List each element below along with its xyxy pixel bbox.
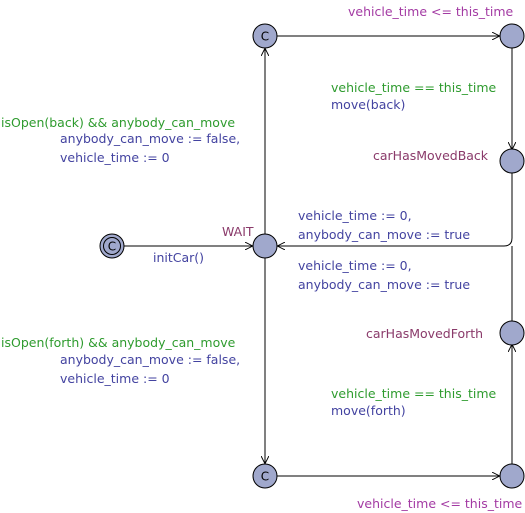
assign-return-back-1: vehicle_time := 0,: [298, 208, 412, 223]
location-top-right[interactable]: [500, 24, 524, 48]
location-car-moved-back[interactable]: [500, 149, 524, 173]
guard-open-forth: isOpen(forth) && anybody_can_move: [1, 335, 236, 350]
committed-mark: C: [107, 239, 117, 254]
location-bottom-committed[interactable]: [253, 464, 277, 488]
guard-bottom-right: vehicle_time == this_time: [331, 386, 497, 401]
sync-init-car: initCar(): [153, 250, 205, 265]
location-init[interactable]: [100, 234, 124, 258]
assign-return-back-2: anybody_can_move := true: [298, 227, 471, 242]
invariant-top: vehicle_time <= this_time: [348, 4, 514, 19]
location-name-car-moved-forth: carHasMovedForth: [366, 326, 484, 341]
guard-top-right: vehicle_time == this_time: [331, 80, 497, 95]
location-name-wait: WAIT: [222, 224, 254, 239]
assign-open-forth-1: anybody_can_move := false,: [60, 352, 241, 367]
assign-open-back-2: vehicle_time := 0: [60, 150, 170, 165]
assign-return-forth-1: vehicle_time := 0,: [298, 258, 412, 273]
location-name-car-moved-back: carHasMovedBack: [373, 148, 489, 163]
sync-move-back: move(back): [331, 97, 406, 112]
sync-move-forth: move(forth): [331, 403, 406, 418]
committed-mark: C: [260, 29, 270, 44]
invariant-bottom: vehicle_time <= this_time: [357, 496, 523, 511]
location-top-committed[interactable]: [253, 24, 277, 48]
assign-return-forth-2: anybody_can_move := true: [298, 277, 471, 292]
assign-open-back-1: anybody_can_move := false,: [60, 131, 241, 146]
location-car-moved-forth[interactable]: [500, 321, 524, 345]
assign-open-forth-2: vehicle_time := 0: [60, 371, 170, 386]
location-bottom-right[interactable]: [500, 464, 524, 488]
location-wait[interactable]: [253, 234, 277, 258]
guard-open-back: isOpen(back) && anybody_can_move: [1, 115, 236, 130]
committed-mark: C: [260, 469, 270, 484]
